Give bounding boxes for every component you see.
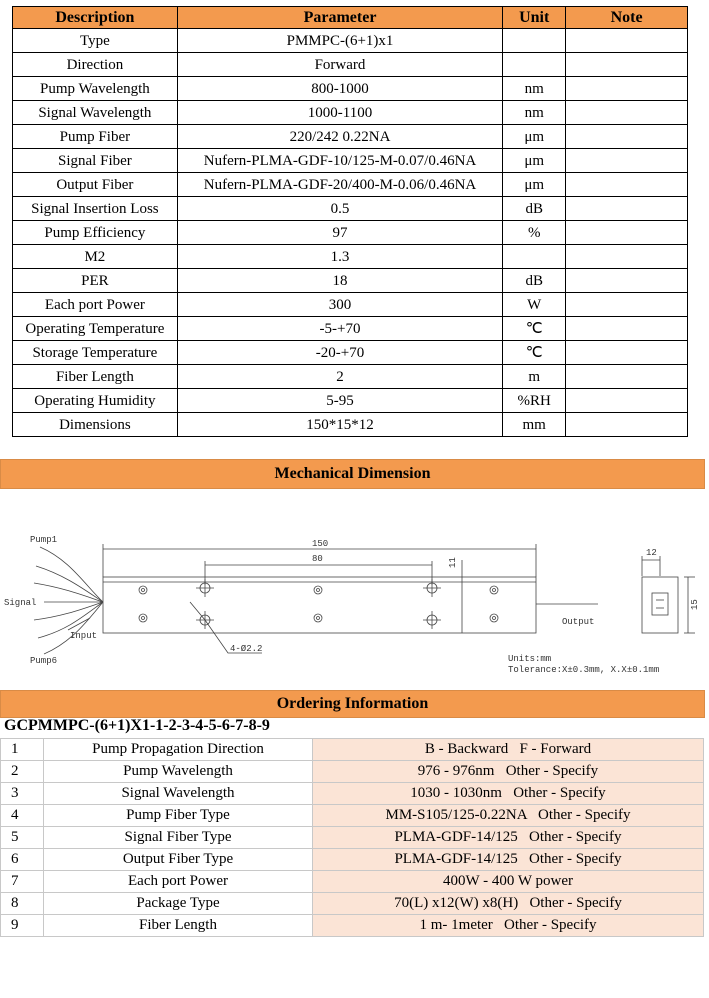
ordering-table [0, 738, 704, 937]
combiner-body [103, 577, 536, 633]
spec-unit-cell [503, 245, 566, 269]
ordering-body [1, 739, 704, 937]
spec-row [13, 365, 688, 389]
spec-row [13, 173, 688, 197]
spec-parameter-cell: 1.3 [177, 245, 502, 269]
spec-row [13, 221, 688, 245]
spec-description-cell: Signal Fiber [13, 149, 178, 173]
spec-parameter-cell: 1000-1100 [177, 101, 502, 125]
ordering-field-cell: Signal Fiber Type [44, 827, 313, 849]
ordering-code: GCPMMPC-(6+1)X1-1-2-3-4-5-6-7-8-9 [4, 717, 270, 734]
spec-unit-cell: ℃ [503, 317, 566, 341]
label-dim-12: 12 [646, 548, 657, 558]
spec-note-cell [566, 341, 688, 365]
spec-parameter-cell: Forward [177, 53, 502, 77]
spec-note-cell [566, 101, 688, 125]
ordering-number-cell: 6 [1, 849, 44, 871]
spec-unit-cell [503, 53, 566, 77]
spec-parameter-cell: -20-+70 [177, 341, 502, 365]
spec-parameter-cell: 150*15*12 [177, 413, 502, 437]
spec-note-cell [566, 173, 688, 197]
ordering-options-cell: 1 m- 1meter Other - Specify [313, 915, 704, 937]
ordering-options-cell: MM-S105/125-0.22NA Other - Specify [313, 805, 704, 827]
spec-description-cell: Fiber Length [13, 365, 178, 389]
spec-description-cell: Output Fiber [13, 173, 178, 197]
spec-description-cell: Pump Fiber [13, 125, 178, 149]
ordering-field-cell: Each port Power [44, 871, 313, 893]
spec-note-cell [566, 221, 688, 245]
spec-row [13, 77, 688, 101]
spec-note-cell [566, 149, 688, 173]
spec-unit-cell: μm [503, 149, 566, 173]
spec-note-cell [566, 413, 688, 437]
spec-parameter-cell: 5-95 [177, 389, 502, 413]
spec-unit-cell: μm [503, 125, 566, 149]
ordering-field-cell: Pump Propagation Direction [44, 739, 313, 761]
ordering-row [1, 849, 704, 871]
spec-description-cell: Storage Temperature [13, 341, 178, 365]
spec-unit-cell: m [503, 365, 566, 389]
label-pump6: Pump6 [30, 656, 58, 666]
label-output: Output [562, 617, 595, 627]
spec-description-cell: Signal Wavelength [13, 101, 178, 125]
pump-fiber-2 [36, 566, 103, 602]
spec-parameter-cell: 97 [177, 221, 502, 245]
spec-parameter-cell: 220/242 0.22NA [177, 125, 502, 149]
pump-fiber-1 [40, 547, 103, 602]
spec-note-cell [566, 317, 688, 341]
side-view [642, 577, 678, 633]
label-dim-80: 80 [312, 554, 323, 564]
pump-fiber-4 [34, 602, 103, 620]
specification-table [12, 6, 688, 437]
spec-row [13, 245, 688, 269]
spec-unit-cell: ℃ [503, 341, 566, 365]
ordering-information-banner: Ordering Information [0, 690, 705, 718]
spec-parameter-cell: 2 [177, 365, 502, 389]
spec-description-cell: Type [13, 29, 178, 53]
spec-note-cell [566, 269, 688, 293]
label-dim-150: 150 [312, 539, 329, 549]
ordering-number-cell: 3 [1, 783, 44, 805]
ordering-field-cell: Pump Wavelength [44, 761, 313, 783]
spec-row [13, 293, 688, 317]
spec-description-cell: Each port Power [13, 293, 178, 317]
label-signal: Signal [4, 598, 37, 608]
ordering-options-cell: 976 - 976nm Other - Specify [313, 761, 704, 783]
ordering-number-cell: 5 [1, 827, 44, 849]
spec-description-cell: M2 [13, 245, 178, 269]
ordering-row [1, 761, 704, 783]
mechanical-drawing [0, 520, 709, 685]
spec-unit-cell: μm [503, 173, 566, 197]
spec-unit-cell: W [503, 293, 566, 317]
header-description: Description [13, 7, 178, 29]
spec-note-cell [566, 125, 688, 149]
ordering-field-cell: Signal Wavelength [44, 783, 313, 805]
ordering-field-cell: Output Fiber Type [44, 849, 313, 871]
spec-body [13, 29, 688, 437]
spec-unit-cell: nm [503, 101, 566, 125]
header-note: Note [566, 7, 688, 29]
spec-row [13, 317, 688, 341]
label-dim-15: 15 [690, 599, 700, 610]
spec-unit-cell: dB [503, 269, 566, 293]
ordering-row [1, 915, 704, 937]
spec-parameter-cell: 800-1000 [177, 77, 502, 101]
spec-description-cell: Operating Humidity [13, 389, 178, 413]
spec-unit-cell: % [503, 221, 566, 245]
spec-row [13, 53, 688, 77]
spec-row [13, 413, 688, 437]
pump-fiber-6 [44, 602, 103, 654]
spec-note-cell [566, 29, 688, 53]
spec-unit-cell: dB [503, 197, 566, 221]
spec-parameter-cell: Nufern-PLMA-GDF-10/125-M-0.07/0.46NA [177, 149, 502, 173]
ordering-field-cell: Pump Fiber Type [44, 805, 313, 827]
spec-note-cell [566, 365, 688, 389]
spec-note-cell [566, 389, 688, 413]
ordering-row [1, 827, 704, 849]
label-dim-11: 11 [448, 557, 458, 568]
spec-parameter-cell: -5-+70 [177, 317, 502, 341]
ordering-options-cell: 70(L) x12(W) x8(H) Other - Specify [313, 893, 704, 915]
ordering-row [1, 783, 704, 805]
ordering-number-cell: 2 [1, 761, 44, 783]
spec-row [13, 389, 688, 413]
spec-note-cell [566, 53, 688, 77]
ordering-options-cell: 400W - 400 W power [313, 871, 704, 893]
spec-parameter-cell: Nufern-PLMA-GDF-20/400-M-0.06/0.46NA [177, 173, 502, 197]
ordering-number-cell: 4 [1, 805, 44, 827]
ordering-row [1, 805, 704, 827]
ordering-field-cell: Fiber Length [44, 915, 313, 937]
spec-description-cell: Operating Temperature [13, 317, 178, 341]
spec-row [13, 269, 688, 293]
spec-row [13, 197, 688, 221]
spec-row [13, 341, 688, 365]
spec-parameter-cell: 18 [177, 269, 502, 293]
spec-description-cell: Pump Wavelength [13, 77, 178, 101]
ordering-options-cell: B - Backward F - Forward [313, 739, 704, 761]
spec-unit-cell: mm [503, 413, 566, 437]
spec-description-cell: Pump Efficiency [13, 221, 178, 245]
spec-note-cell [566, 293, 688, 317]
header-parameter: Parameter [177, 7, 502, 29]
ordering-row [1, 871, 704, 893]
header-unit: Unit [503, 7, 566, 29]
ordering-number-cell: 1 [1, 739, 44, 761]
ordering-field-cell: Package Type [44, 893, 313, 915]
label-holes: 4-Ø2.2 [230, 644, 263, 654]
spec-unit-cell: nm [503, 77, 566, 101]
spec-parameter-cell: PMMPC-(6+1)x1 [177, 29, 502, 53]
spec-unit-cell: %RH [503, 389, 566, 413]
spec-parameter-cell: 300 [177, 293, 502, 317]
spec-note-cell [566, 197, 688, 221]
spec-description-cell: Direction [13, 53, 178, 77]
label-input: Input [70, 631, 98, 641]
ordering-options-cell: 1030 - 1030nm Other - Specify [313, 783, 704, 805]
ordering-row [1, 739, 704, 761]
spec-row [13, 101, 688, 125]
ordering-number-cell: 9 [1, 915, 44, 937]
spec-parameter-cell: 0.5 [177, 197, 502, 221]
ordering-options-cell: PLMA-GDF-14/125 Other - Specify [313, 849, 704, 871]
spec-description-cell: Signal Insertion Loss [13, 197, 178, 221]
label-pump1: Pump1 [30, 535, 58, 545]
spec-row [13, 149, 688, 173]
ordering-options-cell: PLMA-GDF-14/125 Other - Specify [313, 827, 704, 849]
label-units: Units:mm [508, 654, 552, 664]
label-tolerance: Tolerance:X±0.3mm, X.X±0.1mm [508, 665, 660, 675]
spec-row [13, 125, 688, 149]
spec-description-cell: PER [13, 269, 178, 293]
spec-note-cell [566, 77, 688, 101]
spec-description-cell: Dimensions [13, 413, 178, 437]
ordering-number-cell: 8 [1, 893, 44, 915]
pump-fiber-3 [34, 583, 103, 602]
spec-row [13, 29, 688, 53]
ordering-number-cell: 7 [1, 871, 44, 893]
mechanical-dimension-banner: Mechanical Dimension [0, 459, 705, 489]
ordering-row [1, 893, 704, 915]
spec-note-cell [566, 245, 688, 269]
spec-unit-cell [503, 29, 566, 53]
spec-header-row [13, 7, 688, 29]
